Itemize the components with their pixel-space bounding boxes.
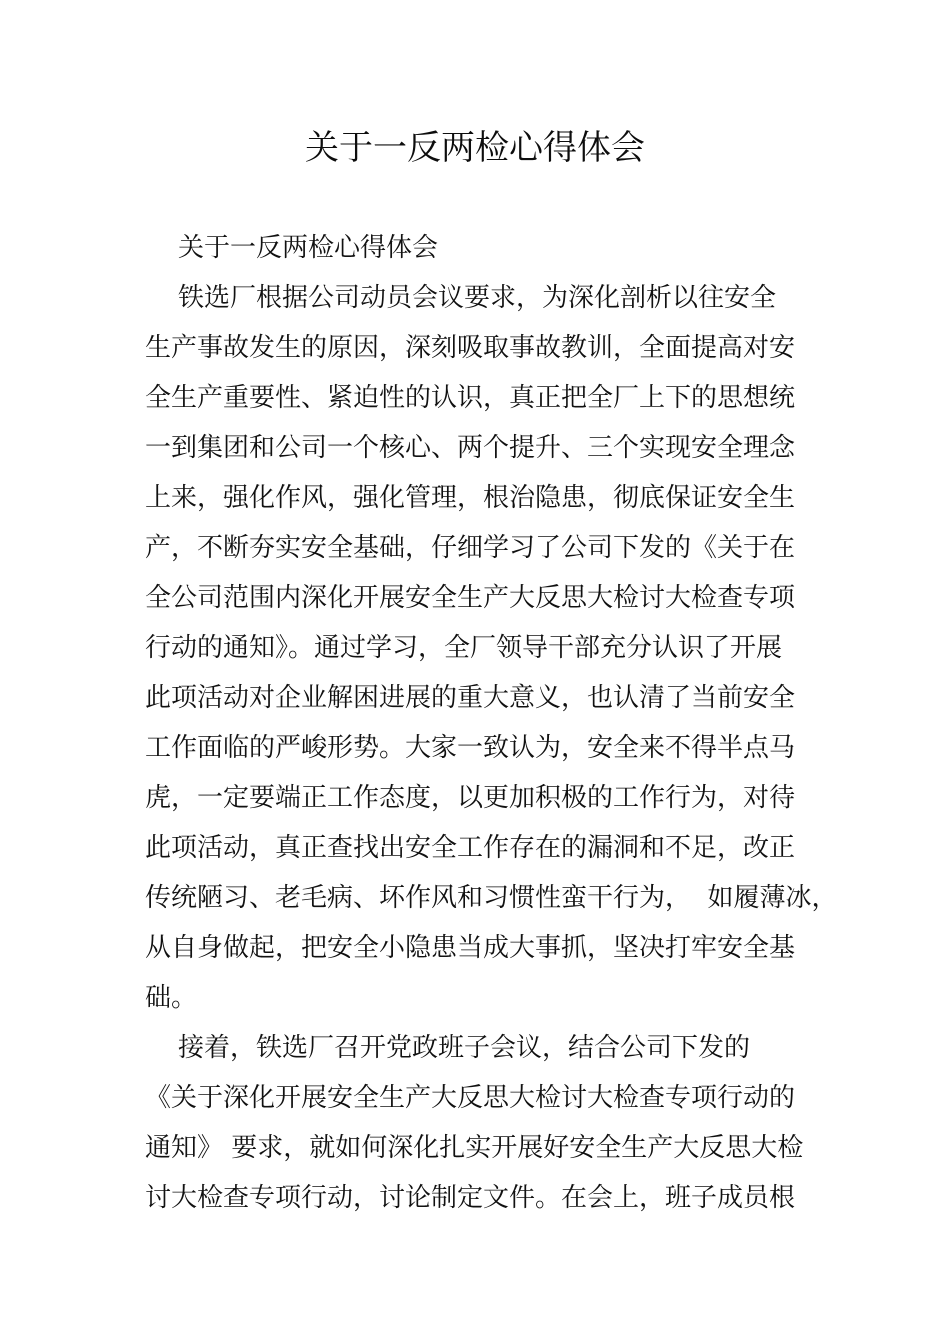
body-line: 础。 [145, 983, 198, 1013]
body-line: 工作面临的严峻形势。大家一致认为，安全来不得半点马 [145, 733, 796, 763]
body-line: 此项活动，真正查找出安全工作存在的漏洞和不足，改正 [145, 833, 796, 863]
body-line: 关于一反两检心得体会 [145, 233, 439, 263]
body-line: 接着，铁选厂召开党政班子会议，结合公司下发的 [145, 1033, 751, 1063]
body-line: 铁选厂根据公司动员会议要求，为深化剖析以往安全 [145, 283, 777, 313]
body-line: 通知》 要求，就如何深化扎实开展好安全生产大反思大检 [145, 1133, 804, 1163]
body-line: 虎，一定要端正工作态度，以更加积极的工作行为，对待 [145, 783, 796, 813]
body-line: 传统陋习、老毛病、坏作风和习惯性蛮干行为， 如履薄冰， [145, 883, 838, 913]
body-line: 全生产重要性、紧迫性的认识，真正把全厂上下的思想统 [145, 383, 796, 413]
body-line: 上来，强化作风，强化管理，根治隐患，彻底保证安全生 [145, 483, 796, 513]
body-line: 行动的通知》。通过学习，全厂领导干部充分认识了开展 [145, 633, 783, 663]
document-title: 关于一反两检心得体会 [305, 128, 645, 168]
body-line: 此项活动对企业解困进展的重大意义，也认清了当前安全 [145, 683, 796, 713]
body-line: 生产事故发生的原因，深刻吸取事故教训，全面提高对安 [145, 333, 796, 363]
body-line: 从自身做起，把安全小隐患当成大事抓，坚决打牢安全基 [145, 933, 796, 963]
body-line: 全公司范围内深化开展安全生产大反思大检讨大检查专项 [145, 583, 796, 613]
body-line: 一到集团和公司一个核心、两个提升、三个实现安全理念 [145, 433, 796, 463]
body-line: 产，不断夯实安全基础，仔细学习了公司下发的《关于在 [145, 533, 796, 563]
body-line: 讨大检查专项行动，讨论制定文件。在会上，班子成员根 [145, 1183, 796, 1213]
body-line: 《关于深化开展安全生产大反思大检讨大检查专项行动的 [145, 1083, 796, 1113]
